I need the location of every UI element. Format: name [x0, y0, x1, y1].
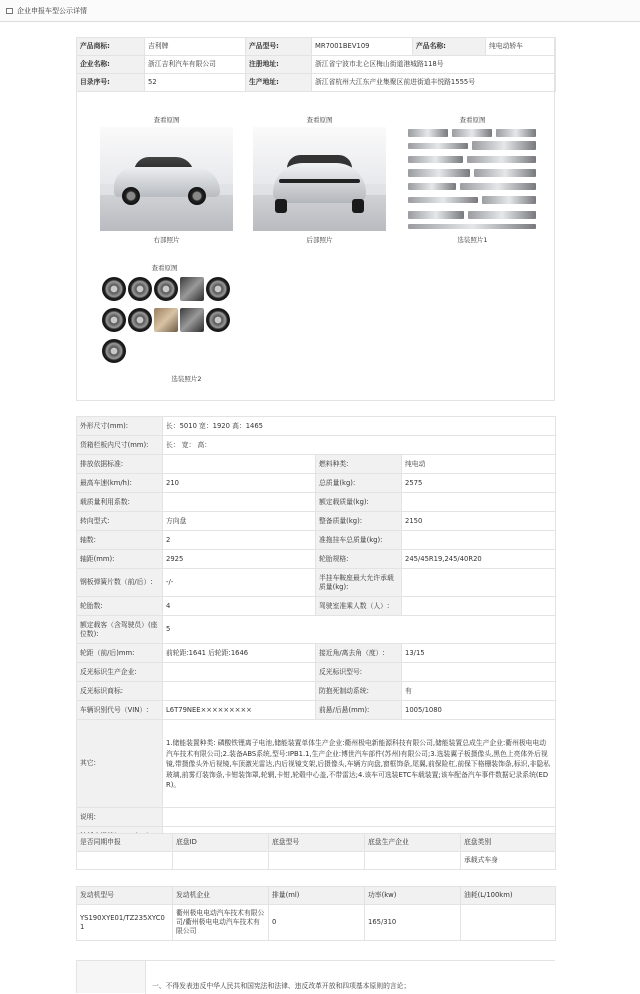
- chassis-table: [76, 833, 556, 870]
- photo-caption: 选装照片1: [457, 236, 488, 244]
- photo-caption: 右部照片: [153, 236, 180, 244]
- field-value: 有: [402, 682, 556, 701]
- option-wheels-image[interactable]: [100, 275, 233, 370]
- field-label: 目录序号:: [77, 74, 145, 92]
- engine-section: [76, 886, 555, 941]
- table-cell: [269, 852, 365, 870]
- field-value: 210: [163, 474, 316, 493]
- table-row: [77, 436, 556, 455]
- photo-option-2: [100, 263, 233, 383]
- field-value: 长：5010 宽：1920 高：1465: [163, 417, 556, 436]
- field-value: [163, 808, 556, 827]
- field-label: 总质量(kg):: [316, 474, 402, 493]
- table-row: [77, 531, 556, 550]
- field-label: 额定载质量(kg):: [316, 493, 402, 512]
- table-header-row: [77, 834, 556, 852]
- field-label: 转向型式:: [77, 512, 163, 531]
- table-row: [77, 455, 556, 474]
- field-label: 反光标识型号:: [316, 663, 402, 682]
- page-header: [0, 0, 640, 22]
- table-header-row: [77, 887, 556, 905]
- notice-text: 一、不得发表违反中华人民共和国宪法和法律、违反改革开放和四项基本原则的言论；: [152, 982, 411, 990]
- field-label: 产品商标:: [77, 38, 145, 56]
- view-original-link[interactable]: 查看原图: [151, 264, 178, 272]
- column-header: 油耗(L/100km): [461, 887, 556, 905]
- table-row: [77, 550, 556, 569]
- chassis-section: [76, 833, 555, 870]
- field-value: [402, 663, 556, 682]
- field-value: 长： 宽： 高：: [163, 436, 556, 455]
- table-row: [77, 663, 556, 682]
- field-value: 纯电动: [402, 455, 556, 474]
- view-original-link[interactable]: 查看原图: [153, 116, 180, 124]
- field-label: 反光标识生产企业:: [77, 663, 163, 682]
- field-value: [402, 531, 556, 550]
- field-label: 轴距(mm):: [77, 550, 163, 569]
- table-cell: [461, 905, 556, 941]
- table-row: [77, 74, 556, 92]
- field-label: 轴数:: [77, 531, 163, 550]
- table-row: [77, 38, 556, 56]
- option-parts-image[interactable]: [406, 127, 539, 231]
- field-label: 排放依据标准:: [77, 455, 163, 474]
- field-label: 半挂车鞍座最大允许承载质量(kg):: [316, 569, 402, 597]
- field-label: 轮胎规格:: [316, 550, 402, 569]
- field-label: 轮胎数:: [77, 597, 163, 616]
- field-value: 纯电动轿车: [486, 38, 556, 56]
- table-row: [77, 720, 556, 808]
- field-value: 浙江省宁波市北仑区梅山街道港城路118号: [312, 56, 556, 74]
- basic-info-section: [76, 37, 555, 92]
- table-row: [77, 417, 556, 436]
- field-value: [402, 569, 556, 597]
- field-label: 整备质量(kg):: [316, 512, 402, 531]
- column-header: 发动机企业: [173, 887, 269, 905]
- photo-right: [100, 115, 233, 244]
- table-cell: 衢州极电电动汽车技术有限公司/衢州极电电动汽车技术有限公司: [173, 905, 269, 941]
- field-label: 最高车速(km/h):: [77, 474, 163, 493]
- field-value: MR7001BEV109: [312, 38, 413, 56]
- table-row: [77, 56, 556, 74]
- table-row: [77, 682, 556, 701]
- field-value: 浙江吉利汽车有限公司: [145, 56, 246, 74]
- column-header: 底盘型号: [269, 834, 365, 852]
- photo-option-1: [406, 115, 539, 244]
- table-row: [77, 701, 556, 720]
- column-header: 底盘ID: [173, 834, 269, 852]
- field-value: 方向盘: [163, 512, 316, 531]
- table-row: [77, 474, 556, 493]
- photo-caption: 选装照片2: [171, 375, 202, 383]
- table-cell: 0: [269, 905, 365, 941]
- table-cell: 165/310: [365, 905, 461, 941]
- field-value: 2925: [163, 550, 316, 569]
- field-label: 说明:: [77, 808, 163, 827]
- page-title: 企业申报车型公示详情: [17, 7, 87, 15]
- field-label: 注册地址:: [246, 56, 312, 74]
- table-cell: [77, 852, 173, 870]
- view-original-link[interactable]: 查看原图: [306, 116, 333, 124]
- table-cell: 承载式车身: [461, 852, 556, 870]
- column-header: 底盘类别: [461, 834, 556, 852]
- field-value: 4: [163, 597, 316, 616]
- field-value: 5: [163, 616, 556, 644]
- notice-body: [145, 961, 555, 994]
- engine-table: [76, 886, 556, 941]
- column-header: 底盘生产企业: [365, 834, 461, 852]
- table-cell: [173, 852, 269, 870]
- field-value: 2575: [402, 474, 556, 493]
- field-label: 货箱栏板内尺寸(mm):: [77, 436, 163, 455]
- field-value: 13/15: [402, 644, 556, 663]
- photo-rear: [253, 115, 386, 244]
- table-row: [77, 512, 556, 531]
- field-value: L6T79NEE×××××××××: [163, 701, 316, 720]
- field-value: 1.储能装置种类: 磷酸铁锂离子电池,储能装置单体生产企业:衢州极电新能源科技有限公司,储能装置总成生产企业:衢州极电电动汽车技术有限公司;2.装备ABS系统,型号:IPB1.1,生产企业:博世汽车部件(苏州)有限公司;3.选装翼子板摄像头,黑色上亮体外后视镜,带摄像头外后视镜,车顶激光雷达,内后视镜支架,后摄像头,车辆方向盘,窗框饰条,尾翼,前保险杠,前保下格栅装饰条,标识,非隐私玻璃,前雾灯装饰条,卡钳装饰罩,轮辋,卡钳,轮毂中心盖,不带雷达;4.该车可选装ETC车载装置;该车配备汽车事件数据记录系统(EDR)。: [163, 720, 556, 808]
- column-header: 功率(kw): [365, 887, 461, 905]
- field-label: 载质量利用系数:: [77, 493, 163, 512]
- table-row: [77, 644, 556, 663]
- field-label: 前悬/后悬(mm):: [316, 701, 402, 720]
- field-value: [163, 663, 316, 682]
- field-value: 2: [163, 531, 316, 550]
- parameters-table: [76, 416, 556, 846]
- field-label: 企业名称:: [77, 56, 145, 74]
- photo-gallery: [76, 95, 555, 401]
- table-row: [77, 569, 556, 597]
- field-value: [163, 493, 316, 512]
- table-row: [77, 905, 556, 941]
- field-value: 前轮距:1641 后轮距:1646: [163, 644, 316, 663]
- rear-car-image[interactable]: [253, 127, 386, 231]
- field-label: 额定载客（含驾驶员）(座位数):: [77, 616, 163, 644]
- column-header: 排量(ml): [269, 887, 365, 905]
- field-label: 钢板弹簧片数（前/后）:: [77, 569, 163, 597]
- field-label: 产品名称:: [413, 38, 486, 56]
- table-row: [77, 493, 556, 512]
- field-value: 52: [145, 74, 246, 92]
- field-label: 驾驶室准乘人数（人）:: [316, 597, 402, 616]
- field-label: 燃料种类:: [316, 455, 402, 474]
- field-value: 1005/1080: [402, 701, 556, 720]
- table-cell: [365, 852, 461, 870]
- field-value: 浙江省杭州大江东产业集聚区前进街道丰悦路1555号: [312, 74, 556, 92]
- field-value: 245/45R19,245/40R20: [402, 550, 556, 569]
- table-row: [77, 808, 556, 827]
- field-value: 2150: [402, 512, 556, 531]
- field-label: 接近角/离去角（度）:: [316, 644, 402, 663]
- field-label: 其它:: [77, 720, 163, 808]
- field-label: 防抱死制动系统:: [316, 682, 402, 701]
- field-label: 产品型号:: [246, 38, 312, 56]
- view-original-link[interactable]: 查看原图: [459, 116, 486, 124]
- field-label: 生产地址:: [246, 74, 312, 92]
- table-row: [77, 597, 556, 616]
- field-value: [402, 597, 556, 616]
- field-label: 外形尺寸(mm):: [77, 417, 163, 436]
- photo-caption: 后部照片: [306, 236, 333, 244]
- right-side-car-image[interactable]: [100, 127, 233, 231]
- table-row: [77, 616, 556, 644]
- table-cell: YS190XYE01/TZ235XYC01: [77, 905, 173, 941]
- field-label: 准拖挂车总质量(kg):: [316, 531, 402, 550]
- field-value: 吉利牌: [145, 38, 246, 56]
- field-value: [402, 493, 556, 512]
- field-value: [163, 455, 316, 474]
- field-label: 反光标识商标:: [77, 682, 163, 701]
- table-row: [77, 852, 556, 870]
- basic-info-table: [76, 37, 556, 92]
- field-value: [163, 682, 316, 701]
- column-header: 发动机型号: [77, 887, 173, 905]
- comment-notice: [76, 960, 555, 993]
- field-value: -/-: [163, 569, 316, 597]
- column-header: 是否同期申报: [77, 834, 173, 852]
- field-label: 车辆识别代号（VIN）:: [77, 701, 163, 720]
- field-label: 轮距（前/后)mm:: [77, 644, 163, 663]
- parameters-section: [76, 416, 555, 846]
- window-icon: [6, 8, 13, 14]
